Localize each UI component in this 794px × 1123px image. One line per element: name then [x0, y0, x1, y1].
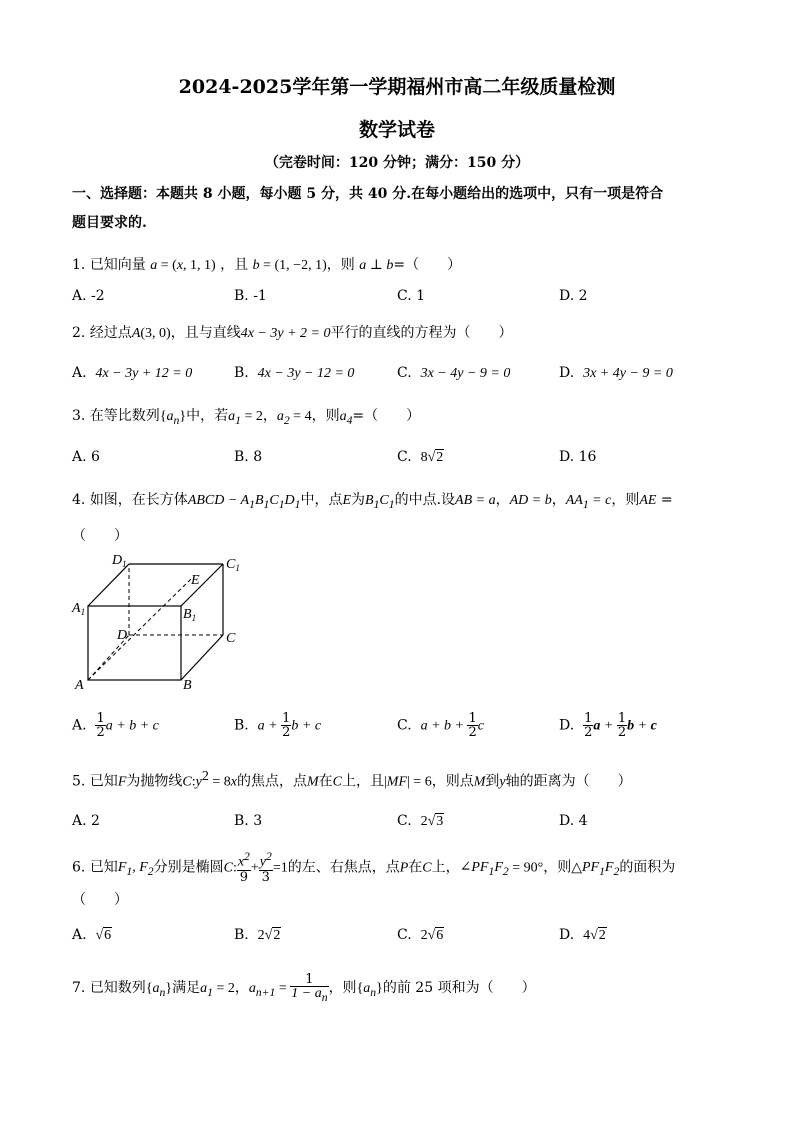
question-7: 7. 已知数列$\{a_n\}$满足$a_1 = 2$，$a_{n+1}$ = $\frac{1}{1 - a_n}$ ，则$\{a_n\}$的前 25 项和为（ ）	[72, 972, 536, 1004]
q2-option-b: B. 4x − 3y − 12 = 0	[234, 365, 355, 381]
exam-title: 2024-2025学年第一学期福州市高二年级质量检测	[178, 76, 616, 98]
q6-option-d: D. 4√2	[559, 927, 606, 943]
label-c: C	[226, 631, 236, 646]
q4-paren: （ ）	[72, 528, 128, 544]
q3-option-d: D. 16	[559, 449, 597, 465]
exam-info: （完卷时间：120 分钟；满分：150 分）	[264, 155, 530, 171]
label-c1: $C_1$	[226, 557, 240, 573]
label-e: E	[191, 573, 200, 588]
q1-option-d: D. 2	[559, 288, 588, 304]
q6-option-b: B. 2√2	[234, 927, 281, 943]
q1-option-b: B. -1	[234, 288, 267, 304]
q6-option-a: A. √6	[72, 927, 112, 943]
question-number: 1.	[72, 257, 86, 273]
label-b: B	[183, 678, 192, 693]
question-2: 2. 经过点A(3, 0)，且与直线4x − 3y + 2 = 0平行的直线的方程为（ ）	[72, 325, 513, 341]
q5-option-d: D. 4	[559, 813, 588, 829]
q5-option-b: B. 3	[234, 813, 263, 829]
q1-option-c: C. 1	[397, 288, 426, 304]
q6-paren: （ ）	[72, 892, 128, 908]
q4-option-a: A. $\frac{1}{2}$ a + b + c	[72, 711, 159, 740]
section-heading-line1: 一、选择题：本题共 8 小题，每小题 5 分，共 40 分.在每小题给出的选项中，只有一项是符合	[72, 186, 664, 202]
q6-option-c: C. 2√6	[397, 927, 444, 943]
q3-option-c: C. 8√2	[397, 449, 444, 465]
question-6: 6. 已知$F_1$, $F_2$分别是椭圆C: $\frac{x^2}{9}$ + $\frac{y^2}{3}$ =1的左、右焦点，点P在C上，$\angle PF_1F_2 = 90^\circ$，则$\triangle PF_1F_2$的面积为	[72, 850, 676, 885]
q3-option-b: B. 8	[234, 449, 263, 465]
label-d1: $D_1$	[112, 553, 127, 569]
label-d: D	[117, 628, 128, 643]
question-5: 5. 已知F为抛物线$C:y^2 = 8x$的焦点，点M在C上，且|MF| = 6，则点M到y轴的距离为（ ）	[72, 769, 632, 790]
q2-option-d: D. 3x + 4y − 9 = 0	[559, 365, 673, 381]
cuboid-figure	[70, 550, 250, 695]
q4-option-d: D. $\frac{1}{2}$ a + $\frac{1}{2}$ b + c	[559, 711, 657, 740]
q4-option-b: B. a + $\frac{1}{2}$ b + c	[234, 711, 322, 740]
q1-option-a: A. -2	[72, 288, 105, 304]
q2-option-a: A. 4x − 3y + 12 = 0	[72, 365, 193, 381]
subject-title: 数学试卷	[358, 119, 435, 141]
label-b1: $B_1$	[183, 607, 197, 623]
q5-option-c: C. 2√3	[397, 813, 444, 829]
label-a1: $A_1$	[72, 601, 86, 617]
q3-option-a: A. 6	[72, 449, 100, 465]
q2-option-c: C. 3x − 4y − 9 = 0	[397, 365, 511, 381]
q5-option-a: A. 2	[72, 813, 100, 829]
question-3: 3. 在等比数列$\{a_n\}$中，若$a_1 = 2$，$a_2 = 4$，则$a_4=$（ ）	[72, 408, 421, 427]
label-a: A	[75, 678, 84, 693]
q4-option-c: C. a + b + $\frac{1}{2}$ c	[397, 711, 484, 740]
section-heading-line2: 题目要求的.	[72, 215, 147, 231]
question-1: 1. 已知向量 a = (x, 1, 1) ，且 b = (1, −2, 1)，则 a ⊥ b=（ ）	[72, 257, 462, 273]
question-4: 4. 如图，在长方体ABCD − $A_1B_1C_1D_1$中，点E为$B_1C_1$的中点.设AB = a，AD = b，$AA_1 = c$，则AE =	[72, 492, 673, 511]
